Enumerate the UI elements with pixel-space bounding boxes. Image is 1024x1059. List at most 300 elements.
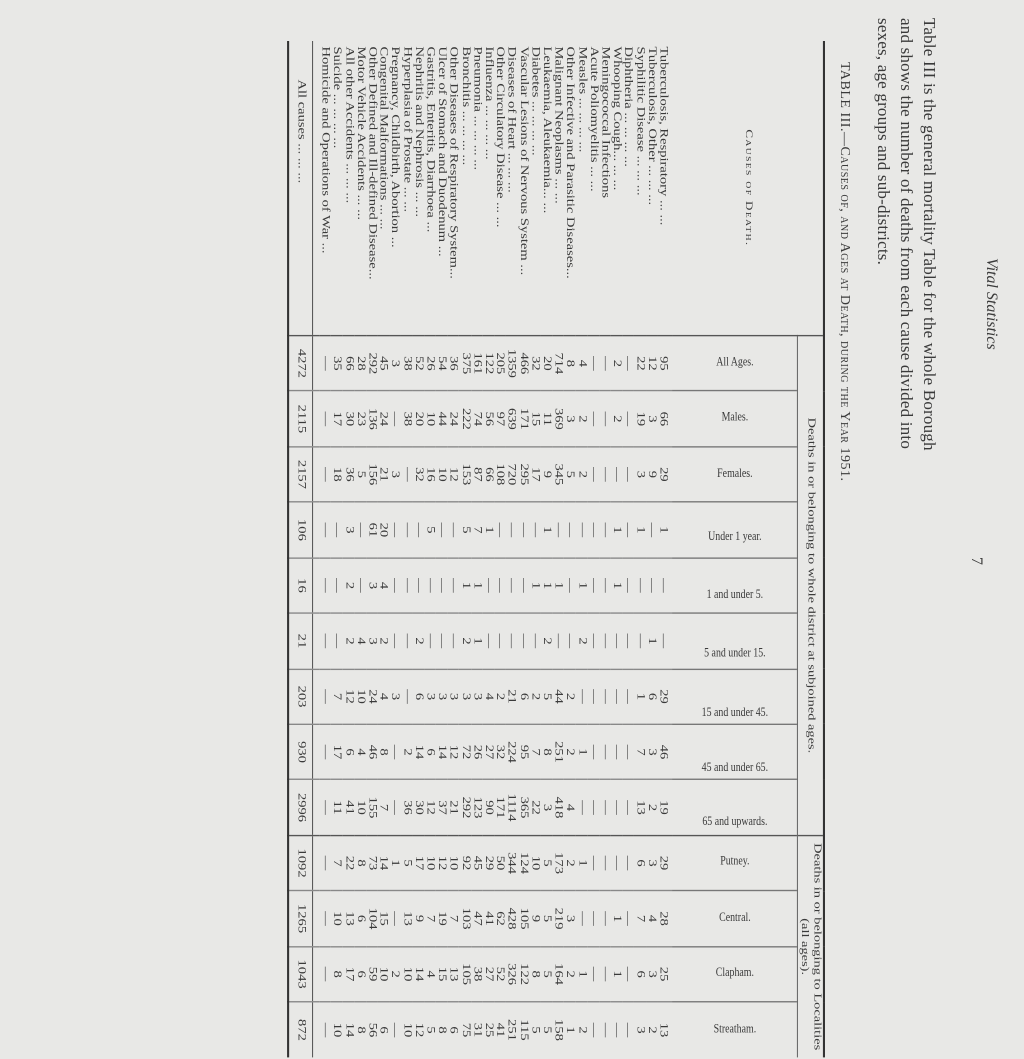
col-central-cell: 10 [331, 891, 343, 947]
col-central-cell: 105 [517, 891, 529, 947]
col-all-ages-cell: 3 [389, 336, 401, 392]
col-under-1-cell: 7 [471, 502, 483, 558]
col-1-to-5-cell: 3 [366, 558, 378, 614]
col-streatham-cell: 56 [366, 1022, 378, 1038]
table-row [576, 41, 588, 1057]
col-central-cell: — [576, 891, 588, 947]
col-under-1-cell: 106 [288, 502, 312, 558]
col-all-ages-cell: 8 [564, 336, 576, 392]
col-putney-cell: 344 [506, 835, 518, 891]
col-males-cell: 56 [482, 391, 494, 447]
col-65-up-cell: — [576, 780, 588, 836]
col-5-to-15-cell: 2 [412, 613, 424, 669]
col-45-to-65-cell: 4 [354, 724, 366, 780]
col-all-ages-cell: 205 [494, 336, 506, 392]
col-1-to-5-cell: 16 [288, 558, 312, 614]
col-45-to-65-cell: 7 [529, 724, 541, 780]
col-all-ages-header [672, 336, 797, 392]
col-15-to-45-cell: — [401, 669, 413, 725]
table-row [412, 41, 424, 1057]
col-streatham-cell: 115 [517, 1019, 530, 1041]
col-males-cell: 24 [378, 391, 390, 447]
col-streatham-cell: 10 [401, 1022, 413, 1038]
col-putney-cell: 5 [541, 835, 553, 891]
col-females-header [672, 447, 797, 503]
col-streatham-cell: 158 [552, 1019, 565, 1041]
col-65-up-cell: 21 [447, 780, 459, 836]
col-central-cell: 47 [471, 891, 483, 947]
col-putney-cell: — [319, 835, 331, 891]
col-clapham-cell: 10 [378, 946, 390, 1002]
table-row [529, 41, 541, 1057]
cause-cell: Acute Poliomyelitis ... ... [587, 41, 599, 336]
col-all-ages-cell: 26 [424, 336, 436, 392]
col-females-cell: — [622, 447, 634, 503]
col-65-up-cell: 36 [401, 780, 413, 836]
col-all-ages-cell: — [319, 336, 331, 392]
spacer-cell [312, 669, 319, 725]
col-45-to-65-cell: 32 [494, 724, 506, 780]
col-all-ages-cell: — [599, 336, 611, 392]
col-65-up-cell: 171 [494, 780, 506, 836]
col-streatham-header [672, 1002, 797, 1058]
spacer-cell [312, 558, 319, 614]
col-5-to-15-cell: — [319, 613, 331, 669]
col-15-to-45-cell: — [611, 669, 623, 725]
cause-cell: All causes ... ... ... [288, 41, 312, 336]
col-45-to-65-header [672, 724, 797, 780]
col-putney-cell: 12 [436, 835, 448, 891]
col-females-cell: 16 [424, 447, 436, 503]
col-all-ages-cell: 1359 [506, 336, 518, 392]
spacer-cell [312, 41, 319, 336]
col-central-cell: — [622, 891, 634, 947]
col-under-1-cell: — [494, 502, 506, 558]
col-15-to-45-cell: 3 [459, 669, 471, 725]
col-15-to-45-cell: 10 [354, 669, 366, 725]
col-under-1-cell: — [529, 502, 541, 558]
col-streatham-cell: 75 [459, 1022, 471, 1038]
col-central-cell: 28 [657, 891, 672, 947]
col-females-cell: — [599, 447, 611, 503]
table-row [447, 41, 459, 1057]
col-all-ages-cell: 12 [646, 336, 658, 392]
col-1-to-5-cell: — [587, 558, 599, 614]
col-65-up-cell: 11 [331, 780, 343, 836]
col-clapham-cell: 105 [459, 946, 471, 1002]
col-clapham-cell: 8 [331, 946, 343, 1002]
col-streatham-cell: 41 [494, 1022, 506, 1038]
col-clapham-cell: 164 [552, 946, 564, 1002]
col-5-to-15-cell: — [657, 613, 672, 669]
col-under-1-cell: 1 [657, 502, 672, 558]
col-5-to-15-cell: 1 [646, 613, 658, 669]
col-putney-cell: — [587, 835, 599, 891]
col-under-1-cell: — [599, 502, 611, 558]
col-central-cell: 9 [529, 891, 541, 947]
col-15-to-45-cell: 3 [389, 669, 401, 725]
col-streatham-cell: 12 [412, 1022, 425, 1038]
col-putney-cell: 1092 [288, 835, 312, 891]
col-females-cell: 5 [564, 447, 576, 503]
col-all-ages-cell: 292 [366, 336, 378, 392]
col-putney-cell: 10 [447, 835, 459, 891]
col-clapham-header [672, 946, 797, 1002]
table-row [587, 41, 599, 1057]
col-1-to-5-cell: — [517, 558, 529, 614]
col-1-to-5-cell: 2 [343, 558, 355, 614]
col-45-to-65-cell: 72 [459, 724, 471, 780]
col-males-cell: 369 [552, 391, 564, 447]
col-all-ages-cell: — [622, 336, 634, 392]
col-under-1-cell: — [517, 502, 529, 558]
col-65-up-cell: — [389, 780, 401, 836]
col-under-1-cell: 5 [424, 502, 436, 558]
col-central-cell: 104 [366, 891, 378, 947]
col-males-cell: 97 [494, 391, 506, 447]
col-under-1-cell: — [389, 502, 401, 558]
col-45-to-65-cell: 95 [517, 724, 529, 780]
col-females-cell: 18 [331, 447, 343, 503]
spacer-cell [312, 946, 319, 1002]
column-header-label: 5 and under 15. [703, 646, 766, 661]
cause-cell: Other Circulatory Disease ... ... [494, 41, 506, 336]
cause-cell: Homicide and Operations of War ... [319, 41, 331, 336]
column-header-label: Streatham. [713, 1022, 756, 1037]
col-under-1-cell: 3 [343, 502, 355, 558]
col-5-to-15-cell: — [331, 613, 343, 669]
col-45-to-65-cell: 7 [634, 724, 646, 780]
cause-cell: Diseases of Heart ... ... ... [506, 41, 518, 336]
table-row [401, 41, 413, 1057]
col-females-cell: 12 [447, 447, 459, 503]
col-clapham-cell: 14 [412, 946, 424, 1002]
cause-cell: Gastritis, Enteritis, Diarrhoea ... [424, 41, 436, 336]
col-45-to-65-cell: — [389, 724, 401, 780]
col-putney-cell: 10 [424, 835, 436, 891]
table-row [506, 41, 518, 1057]
col-5-to-15-cell: 2 [343, 613, 355, 669]
col-all-ages-cell: — [587, 336, 599, 392]
col-clapham-cell: 8 [529, 946, 541, 1002]
col-males-cell: 136 [366, 391, 378, 447]
col-putney-cell: 124 [517, 835, 529, 891]
col-streatham-cell: 2 [575, 1026, 588, 1034]
col-45-to-65-cell: 2 [401, 724, 413, 780]
col-45-to-65-cell: — [611, 724, 623, 780]
table-row [424, 41, 436, 1057]
col-central-cell: 4 [646, 891, 658, 947]
page-number: 7 [968, 557, 985, 565]
table-row [436, 41, 448, 1057]
col-males-cell: — [587, 391, 599, 447]
cause-cell: Malignant Neoplasms ... ... [552, 41, 564, 336]
col-males-cell: 66 [657, 391, 672, 447]
col-females-cell: 36 [343, 447, 355, 503]
spacer-cell [312, 613, 319, 669]
col-65-up-cell: 155 [366, 780, 378, 836]
col-clapham-cell: 17 [343, 946, 355, 1002]
col-males-cell: 74 [471, 391, 483, 447]
col-15-to-45-cell: 2 [529, 669, 541, 725]
col-under-1-cell: — [646, 502, 658, 558]
col-5-to-15-cell: — [424, 613, 436, 669]
col-45-to-65-cell: 3 [646, 724, 658, 780]
col-15-to-45-cell: 6 [646, 669, 658, 725]
col-65-up-cell: — [319, 780, 331, 836]
col-females-cell: — [401, 447, 413, 503]
cause-cell: Meningococcal Infections [599, 41, 611, 336]
col-under-1-header [672, 502, 797, 558]
cause-cell: Diphtheria ... ... ... ... [622, 41, 634, 336]
col-females-cell: — [587, 447, 599, 503]
column-header-label: Central. [718, 910, 751, 925]
column-header-label: Males. [721, 411, 748, 425]
col-putney-cell: 17 [412, 835, 424, 891]
spacer-row [312, 41, 319, 1057]
col-streatham-cell: 31 [470, 1022, 483, 1038]
cause-cell: Suicide ... ... ... ... [331, 41, 343, 336]
col-males-cell: 17 [331, 391, 343, 447]
col-males-cell: — [599, 391, 611, 447]
col-15-to-45-cell: — [587, 669, 599, 725]
col-1-to-5-cell: — [447, 558, 459, 614]
col-males-cell: 11 [541, 391, 553, 447]
col-females-cell: 66 [482, 447, 494, 503]
col-65-up-cell: 2 [646, 780, 658, 836]
col-females-cell: 3 [634, 447, 646, 503]
col-streatham-cell: 6 [377, 1026, 390, 1034]
col-all-ages-cell: 95 [657, 336, 672, 392]
col-putney-cell: 10 [529, 835, 541, 891]
col-females-cell: 10 [436, 447, 448, 503]
col-central-cell: — [599, 891, 611, 947]
col-females-cell: 17 [529, 447, 541, 503]
col-putney-cell: 73 [366, 835, 378, 891]
col-15-to-45-cell: 6 [412, 669, 424, 725]
col-central-cell: 7 [634, 891, 646, 947]
col-streatham-cell: 6 [447, 1026, 460, 1034]
col-putney-cell: 14 [378, 835, 390, 891]
col-central-cell: 19 [436, 891, 448, 947]
col-streatham-cell: — [319, 1022, 331, 1038]
cause-cell: Pregnancy, Childbirth, Abortion ... [389, 41, 401, 336]
spacer-cell [312, 891, 319, 947]
mortality-table [287, 41, 825, 1057]
col-males-cell: 2115 [288, 391, 312, 447]
col-clapham-cell: 15 [436, 946, 448, 1002]
col-all-ages-cell: 714 [552, 336, 564, 392]
col-15-to-45-cell: 3 [424, 669, 436, 725]
col-central-cell: 13 [343, 891, 355, 947]
causes-header: Causes of Death. [672, 41, 824, 336]
column-header-label: 15 and under 45. [701, 705, 768, 720]
col-females-cell: — [319, 447, 331, 503]
col-females-cell: 295 [517, 447, 529, 503]
col-streatham-cell: 5 [424, 1026, 436, 1034]
col-clapham-cell: 326 [506, 946, 518, 1002]
col-65-up-cell: — [622, 780, 634, 836]
col-1-to-5-cell: — [412, 558, 424, 614]
col-under-1-cell: 61 [366, 502, 378, 558]
table-row [517, 41, 529, 1057]
spacer-cell [312, 724, 319, 780]
col-1-to-5-cell: 4 [378, 558, 390, 614]
col-under-1-cell: — [447, 502, 459, 558]
col-15-to-45-cell: 203 [288, 669, 312, 725]
table-row [331, 41, 343, 1057]
col-central-cell: 3 [564, 891, 576, 947]
col-clapham-cell: 4 [424, 946, 436, 1002]
col-clapham-cell: 25 [657, 946, 672, 1002]
col-1-to-5-header [672, 558, 797, 614]
table-row [657, 41, 672, 1057]
col-central-cell: 103 [459, 891, 471, 947]
col-45-to-65-cell: 46 [366, 724, 378, 780]
table-row [343, 41, 355, 1057]
col-45-to-65-cell: 251 [552, 724, 564, 780]
col-5-to-15-cell: 3 [366, 613, 378, 669]
col-putney-cell: 45 [471, 835, 483, 891]
col-streatham-cell: 8 [354, 1026, 366, 1034]
col-1-to-5-cell: — [354, 558, 366, 614]
col-clapham-cell: 6 [354, 946, 366, 1002]
col-15-to-45-cell: 2 [494, 669, 506, 725]
col-1-to-5-cell: — [401, 558, 413, 614]
col-45-to-65-cell: 2 [564, 724, 576, 780]
col-under-1-cell: — [331, 502, 343, 558]
col-45-to-65-cell: 1 [576, 724, 588, 780]
col-65-up-cell: 2996 [288, 780, 312, 836]
col-45-to-65-cell: 6 [424, 724, 436, 780]
col-all-ages-cell: 54 [436, 336, 448, 392]
col-streatham-cell: 251 [505, 1019, 518, 1041]
col-central-cell: 1265 [288, 891, 312, 947]
column-header-label: Females. [716, 466, 753, 481]
col-all-ages-cell: 4 [576, 336, 588, 392]
col-15-to-45-cell: 44 [552, 669, 564, 725]
table-row [482, 41, 494, 1057]
cause-cell: Congenital Malformations ... ... [378, 41, 390, 336]
col-5-to-15-cell: — [506, 613, 518, 669]
col-5-to-15-cell: 2 [459, 613, 471, 669]
cause-cell: Tuberculosis, Other ... ... ... [646, 41, 658, 336]
col-clapham-cell: — [319, 946, 331, 1002]
col-clapham-cell: 122 [517, 946, 529, 1002]
table-row [646, 41, 658, 1057]
col-all-ages-cell: 375 [459, 336, 471, 392]
table-row [599, 41, 611, 1057]
col-streatham-cell: 5 [529, 1026, 541, 1034]
col-clapham-cell: — [622, 946, 634, 1002]
col-1-to-5-cell: — [436, 558, 448, 614]
col-65-up-cell: 7 [378, 780, 390, 836]
col-clapham-cell: — [599, 946, 611, 1002]
table-caption: TABLE III.—Causes of, and Ages at Death, during the Year 1951. [837, 62, 852, 482]
col-females-cell: 21 [378, 447, 390, 503]
col-15-to-45-cell: 1 [634, 669, 646, 725]
col-males-cell: 10 [424, 391, 436, 447]
col-all-ages-cell: 2 [611, 336, 623, 392]
col-1-to-5-cell: — [657, 558, 672, 614]
col-clapham-cell: 5 [541, 946, 553, 1002]
col-1-to-5-cell: 1 [541, 558, 553, 614]
col-65-up-cell: 37 [436, 780, 448, 836]
cause-cell: Other Infective and Parasitic Diseases... [564, 41, 576, 336]
table-row [319, 41, 331, 1057]
mortality-table-region [55, 41, 825, 1051]
group-header-localities: Deaths in or belonging to Localities (all ages). [797, 835, 824, 1057]
cause-cell: Motor Vehicle Accidents ... ... [354, 41, 366, 336]
col-1-to-5-cell: 1 [552, 558, 564, 614]
col-all-ages-cell: 466 [517, 336, 529, 392]
col-all-ages-cell: 36 [447, 336, 459, 392]
col-under-1-cell: — [354, 502, 366, 558]
col-under-1-cell: 1 [611, 502, 623, 558]
col-putney-cell: 2 [564, 835, 576, 891]
col-putney-cell: 7 [331, 835, 343, 891]
cause-cell: Hyperplasia of Prostate ... ... [401, 41, 413, 336]
cause-cell: Syphilitic Disease ... ... ... [634, 41, 646, 336]
col-65-up-cell: 292 [459, 780, 471, 836]
col-central-cell: — [319, 891, 331, 947]
col-65-up-cell: 13 [634, 780, 646, 836]
col-putney-cell: — [599, 835, 611, 891]
col-1-to-5-cell: — [494, 558, 506, 614]
spacer-cell [312, 835, 319, 891]
col-clapham-cell: 52 [494, 946, 506, 1002]
col-males-cell: 15 [529, 391, 541, 447]
col-putney-cell: 5 [401, 835, 413, 891]
col-putney-cell: 8 [354, 835, 366, 891]
col-males-cell: 222 [459, 391, 471, 447]
table-row [494, 41, 506, 1057]
col-65-up-cell: 90 [482, 780, 494, 836]
col-central-cell: 62 [494, 891, 506, 947]
column-header-label: 65 and upwards. [701, 815, 768, 830]
col-5-to-15-cell: — [587, 613, 599, 669]
col-putney-cell: 29 [657, 835, 672, 891]
total-row [288, 41, 312, 1057]
col-under-1-cell: — [576, 502, 588, 558]
col-putney-cell: 92 [459, 835, 471, 891]
col-streatham-cell: 3 [634, 1026, 646, 1034]
col-5-to-15-cell: 4 [354, 613, 366, 669]
col-clapham-cell: 1 [576, 946, 588, 1002]
col-central-cell: 428 [506, 891, 518, 947]
col-5-to-15-cell: 21 [288, 613, 312, 669]
col-putney-header [672, 835, 797, 891]
col-45-to-65-cell: 46 [657, 724, 672, 780]
col-central-cell: — [587, 891, 599, 947]
col-clapham-cell: 10 [401, 946, 413, 1002]
col-65-up-header [672, 780, 797, 836]
col-central-cell: 1 [611, 891, 623, 947]
col-putney-cell: 50 [494, 835, 506, 891]
col-65-up-cell: 12 [424, 780, 436, 836]
table-row [541, 41, 553, 1057]
col-females-cell: 87 [471, 447, 483, 503]
col-males-cell: 30 [343, 391, 355, 447]
spacer-cell [312, 502, 319, 558]
col-clapham-cell: 6 [634, 946, 646, 1002]
col-45-to-65-cell: — [319, 724, 331, 780]
col-65-up-cell: 10 [354, 780, 366, 836]
col-5-to-15-cell: 2 [541, 613, 553, 669]
col-5-to-15-cell: — [599, 613, 611, 669]
col-streatham-cell: 5 [540, 1026, 553, 1034]
col-15-to-45-cell: — [599, 669, 611, 725]
